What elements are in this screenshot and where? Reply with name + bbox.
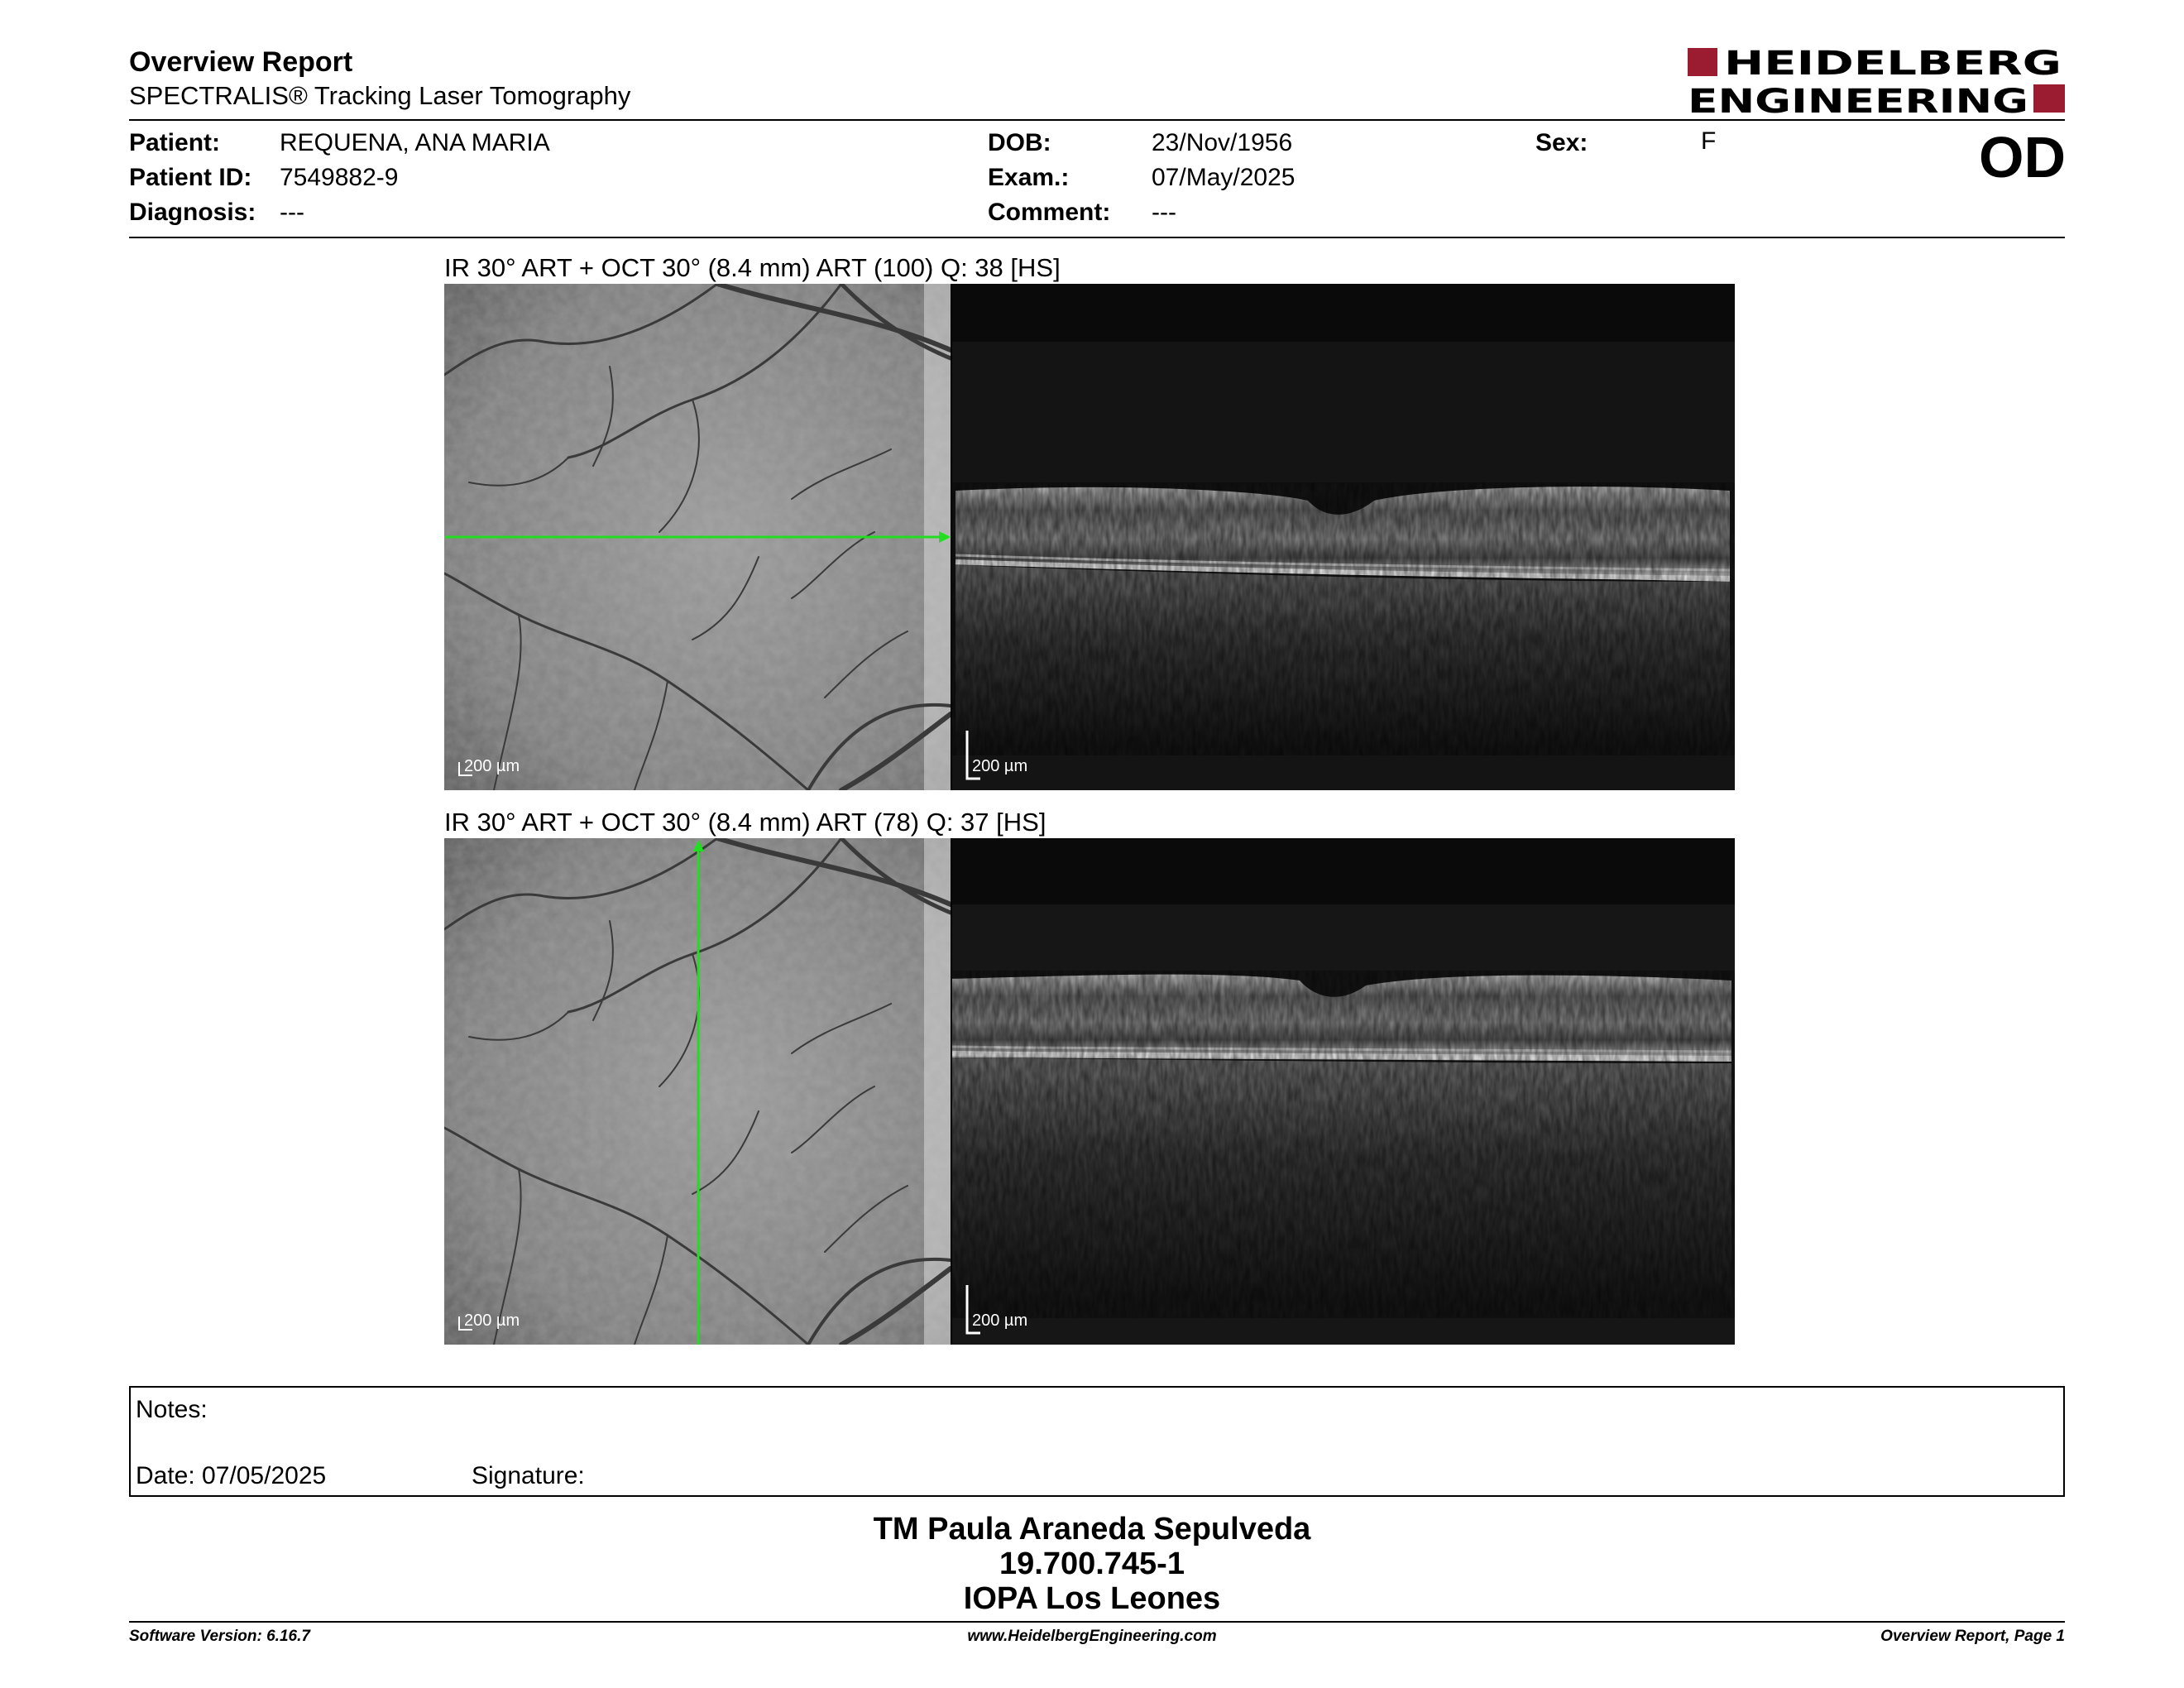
diagnosis-label: Diagnosis: — [129, 199, 256, 226]
footer-rule — [129, 1621, 2065, 1623]
patient-id: 7549882-9 — [280, 164, 399, 191]
scan-1-caption: IR 30° ART + OCT 30° (8.4 mm) ART (100) Q: 38 [HS] — [444, 253, 1061, 282]
patient-id-label: Patient ID: — [129, 164, 252, 191]
report-title: Overview Report — [129, 46, 353, 78]
notes-label: Notes: — [136, 1396, 208, 1423]
ir-fundus-image-1 — [444, 284, 951, 790]
fundus-scale-label-1: 200 µm — [464, 757, 520, 775]
stamp-name: TM Paula Araneda Sepulveda — [873, 1512, 1311, 1547]
patient-name: REQUENA, ANA MARIA — [280, 129, 550, 156]
exam-value: 07/May/2025 — [1152, 164, 1296, 191]
comment-label: Comment: — [988, 199, 1111, 226]
scan-2-caption: IR 30° ART + OCT 30° (8.4 mm) ART (78) Q: 37 [HS] — [444, 808, 1046, 837]
stamp-id: 19.700.745-1 — [999, 1547, 1185, 1581]
header-rule — [129, 119, 2065, 121]
sex-value: F — [1701, 127, 1717, 155]
exam-label: Exam.: — [988, 164, 1070, 191]
logo-line1: HEIDELBERG — [1724, 46, 2062, 83]
date-label: Date: 07/05/2025 — [136, 1462, 327, 1489]
patient-rule — [129, 237, 2065, 238]
fundus-scale-label-2: 200 µm — [464, 1312, 520, 1330]
logo-square-bottom — [2033, 84, 2065, 113]
oct-bscan-image-2 — [952, 838, 1735, 1345]
website-link[interactable]: www.HeidelbergEngineering.com — [967, 1628, 1217, 1645]
logo-square-top — [1688, 48, 1717, 76]
logo-line2: ENGINEERING — [1688, 83, 2028, 116]
dob-label: DOB: — [988, 129, 1051, 156]
stamp-institution: IOPA Los Leones — [963, 1581, 1221, 1616]
oct-scale-label-2: 200 µm — [972, 1312, 1028, 1330]
notes-box — [129, 1386, 2065, 1497]
report-subtitle: SPECTRALIS® Tracking Laser Tomography — [129, 81, 631, 110]
software-version: Software Version: 6.16.7 — [129, 1628, 310, 1645]
oct-scale-label-1: 200 µm — [972, 757, 1028, 775]
signature-label: Signature: — [472, 1462, 585, 1489]
heidelberg-logo — [1688, 46, 2065, 116]
ir-fundus-image-2 — [444, 838, 951, 1345]
scan-1-panel — [444, 284, 1735, 790]
patient-label: Patient: — [129, 129, 221, 156]
eye-indicator: OD — [1979, 125, 2066, 189]
page-label: Overview Report, Page 1 — [1880, 1628, 2065, 1645]
oct-bscan-image-1 — [952, 284, 1735, 790]
comment-value: --- — [1152, 199, 1176, 226]
diagnosis-value: --- — [280, 199, 304, 226]
sex-label: Sex: — [1535, 129, 1588, 156]
scan-2-panel — [444, 838, 1735, 1345]
dob-value: 23/Nov/1956 — [1152, 129, 1293, 156]
